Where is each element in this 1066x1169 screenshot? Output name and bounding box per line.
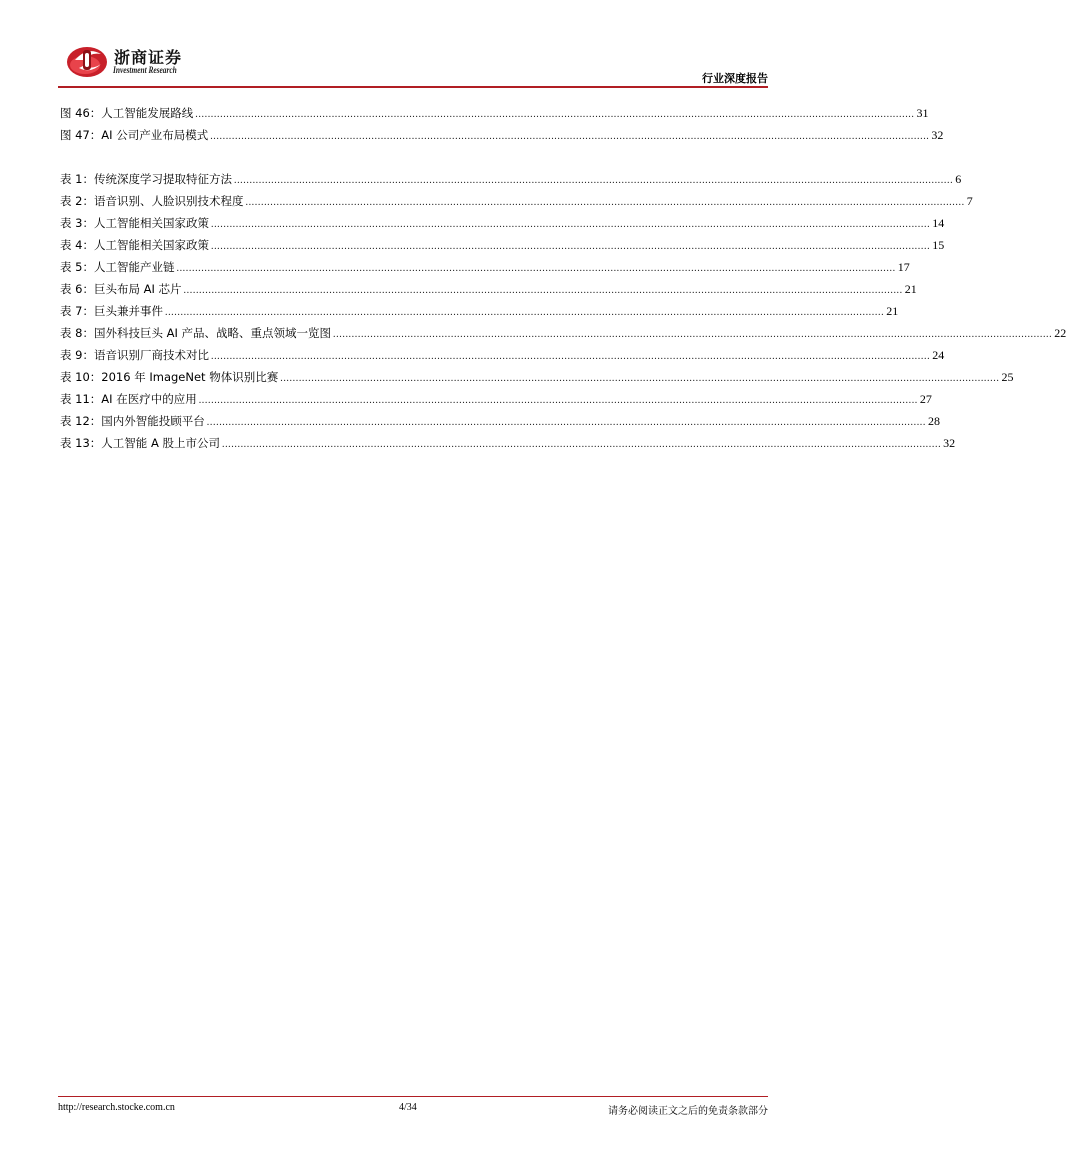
toc-entry-label: 表 8：国外科技巨头 AI 产品、战略、重点领域一览图 xyxy=(60,326,332,340)
toc-entry-page: 22 xyxy=(1054,326,1066,340)
toc-leader: ........................................................................................................................................................................................................................................ xyxy=(183,285,903,296)
toc-entry[interactable] xyxy=(60,214,945,234)
toc-entry-label: 表 13：人工智能 A 股上市公司 xyxy=(60,436,220,450)
toc-leader: ........................................................................................................................................................................................................................................ xyxy=(176,263,896,274)
toc-entry-label: 表 1：传统深度学习提取特征方法 xyxy=(60,172,232,186)
logo-english-name: Investment Research xyxy=(113,65,177,75)
toc-entry-page: 27 xyxy=(919,392,932,406)
toc-entry-label: 表 7：巨头兼并事件 xyxy=(60,304,163,318)
footer-page-number: 4/34 xyxy=(399,1102,417,1113)
toc-entry-page: 21 xyxy=(904,282,917,296)
toc-entry[interactable] xyxy=(60,324,1066,344)
toc-entry-page: 32 xyxy=(943,436,956,450)
toc-entry-label: 表 5：人工智能产业链 xyxy=(60,260,175,274)
toc-entry[interactable] xyxy=(60,390,932,410)
toc-leader: ........................................................................................................................................................................................................................................ xyxy=(164,307,885,318)
toc-entry[interactable] xyxy=(60,346,945,366)
toc-entry[interactable] xyxy=(60,412,940,432)
toc-entry[interactable] xyxy=(60,170,962,190)
toc-entry-page: 14 xyxy=(932,216,945,230)
toc-entry-page: 25 xyxy=(1001,370,1014,384)
toc-entry[interactable] xyxy=(60,368,1014,388)
page-header xyxy=(0,0,826,100)
toc-entry-label: 表 10：2016 年 ImageNet 物体识别比赛 xyxy=(60,370,279,384)
toc-entry[interactable] xyxy=(60,192,973,212)
toc-leader: ........................................................................................................................................................................................................................................ xyxy=(221,439,942,450)
toc-entry-label: 表 4：人工智能相关国家政策 xyxy=(60,238,209,252)
toc-entry-page: 15 xyxy=(932,238,945,252)
toc-entry[interactable] xyxy=(60,434,956,454)
logo-chinese-name: 浙商证券 xyxy=(114,48,183,67)
footer-disclaimer: 请务必阅读正文之后的免责条款部分 xyxy=(608,1106,768,1117)
toc-leader: ........................................................................................................................................................................................................................................ xyxy=(206,417,926,428)
company-logo xyxy=(65,40,195,82)
logo-emblem-icon xyxy=(65,40,111,80)
toc-entry-page: 7 xyxy=(966,194,973,208)
toc-leader: ........................................................................................................................................................................................................................................ xyxy=(210,351,931,362)
toc-entry-label: 表 3：人工智能相关国家政策 xyxy=(60,216,209,230)
toc-entry-label: 表 2：语音识别、人脸识别技术程度 xyxy=(60,194,244,208)
toc-entry-page: 24 xyxy=(932,348,945,362)
toc-leader: ........................................................................................................................................................................................................................................ xyxy=(210,131,930,142)
toc-entry-label: 表 6：巨头布局 AI 芯片 xyxy=(60,282,182,296)
toc-entry[interactable] xyxy=(60,236,945,256)
toc-leader: ........................................................................................................................................................................................................................................ xyxy=(233,175,954,186)
toc-entry-page: 6 xyxy=(955,172,962,186)
toc-entry-page: 32 xyxy=(931,128,944,142)
toc-entry-label: 表 11：AI 在医疗中的应用 xyxy=(60,392,197,406)
footer-divider xyxy=(58,1096,768,1097)
toc-leader: ........................................................................................................................................................................................................................................ xyxy=(280,373,1000,384)
header-divider xyxy=(58,86,768,88)
toc-entry-label: 图 47：AI 公司产业布局模式 xyxy=(60,128,209,142)
toc-leader: ........................................................................................................................................................................................................................................ xyxy=(245,197,965,208)
toc-leader: ........................................................................................................................................................................................................................................ xyxy=(198,395,918,406)
toc-entry[interactable] xyxy=(60,302,899,322)
toc-entry-label: 表 12：国内外智能投顾平台 xyxy=(60,414,205,428)
toc-entry[interactable] xyxy=(60,126,944,146)
toc-leader: ........................................................................................................................................................................................................................................ xyxy=(333,329,1053,340)
toc-entry[interactable] xyxy=(60,104,929,124)
footer-url-link[interactable]: http://research.stocke.com.cn xyxy=(58,1102,175,1113)
toc-entry-label: 表 9：语音识别厂商技术对比 xyxy=(60,348,209,362)
toc-entry-label: 图 46：人工智能发展路线 xyxy=(60,106,194,120)
toc-entry-page: 31 xyxy=(916,106,929,120)
report-type-label: 行业深度报告 xyxy=(702,72,768,85)
toc-entry-page: 21 xyxy=(886,304,899,318)
toc-leader: ........................................................................................................................................................................................................................................ xyxy=(210,241,931,252)
toc-leader: ........................................................................................................................................................................................................................................ xyxy=(195,109,915,120)
toc-entry[interactable] xyxy=(60,258,910,278)
toc-entry-page: 28 xyxy=(928,414,940,428)
toc-leader: ........................................................................................................................................................................................................................................ xyxy=(210,219,931,230)
toc-entry[interactable] xyxy=(60,280,917,300)
toc-entry-page: 17 xyxy=(897,260,910,274)
